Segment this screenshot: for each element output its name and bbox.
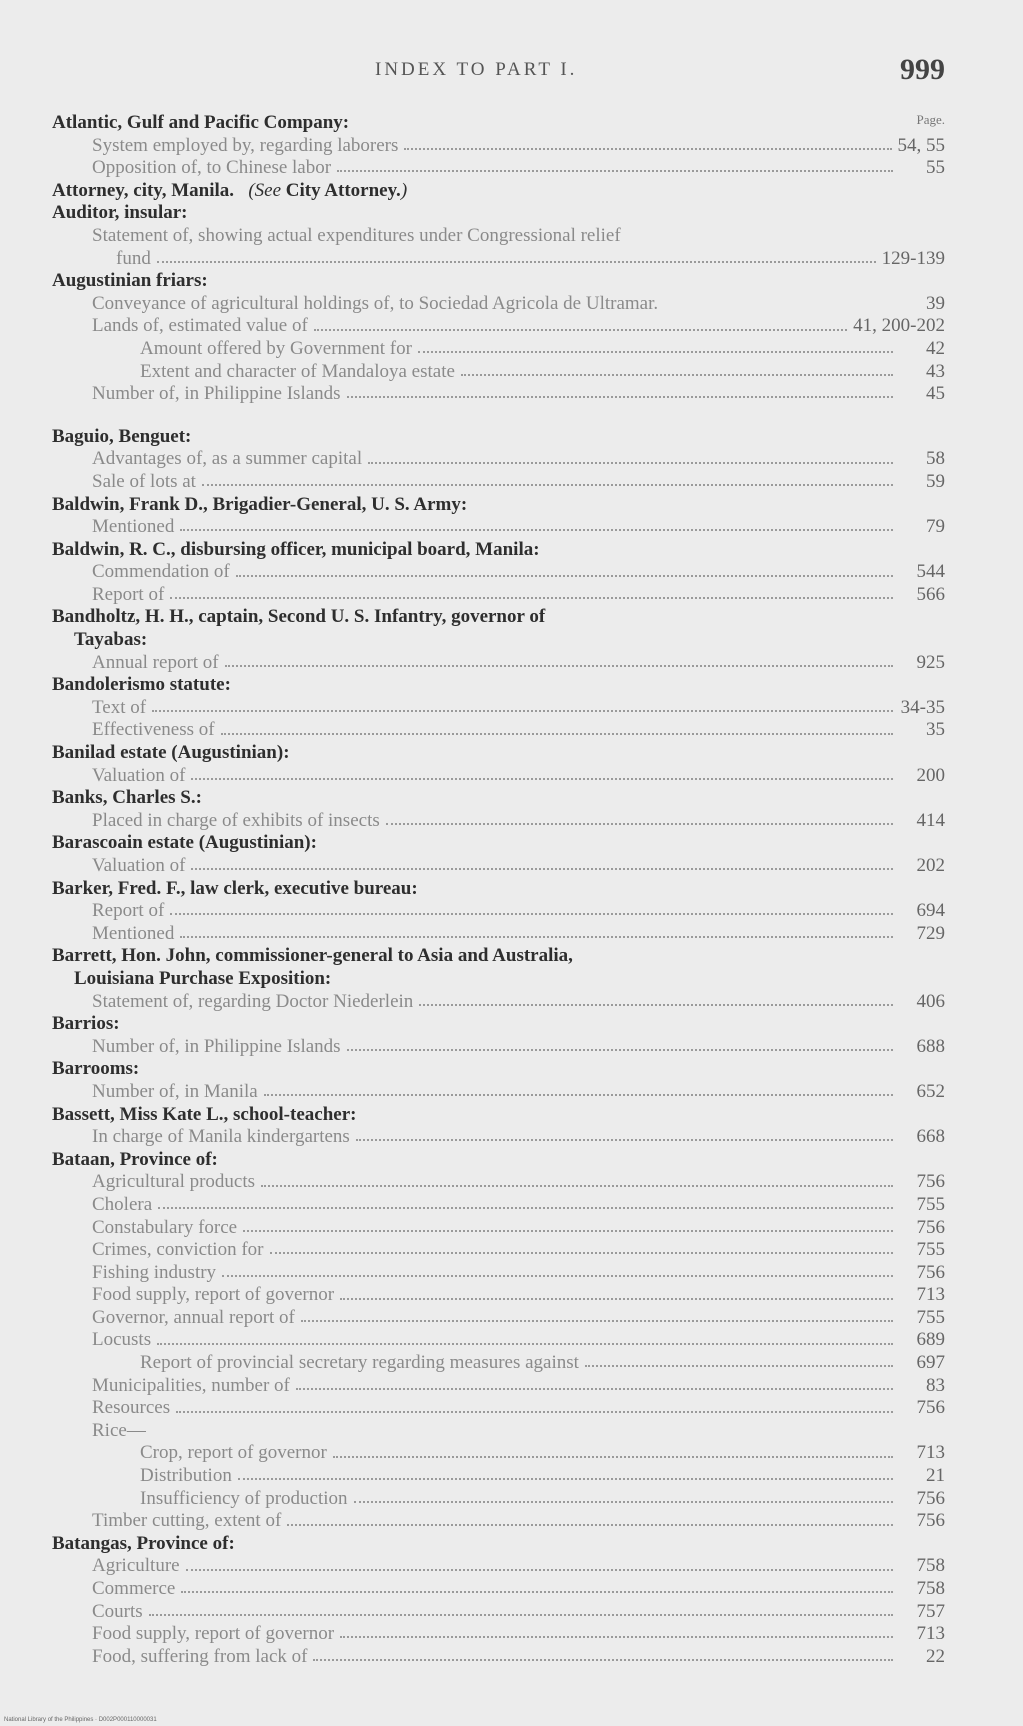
page-reference: 925 bbox=[916, 651, 945, 673]
entry-text: Commendation of bbox=[92, 561, 230, 583]
index-heading bbox=[52, 1149, 945, 1172]
dot-leader bbox=[356, 1139, 893, 1141]
page-reference: 54, 55 bbox=[897, 134, 945, 156]
page-reference: 688 bbox=[916, 1035, 945, 1057]
index-heading bbox=[52, 674, 945, 697]
page-reference: 22 bbox=[926, 1645, 945, 1667]
page-column-label: Page. bbox=[916, 112, 945, 127]
page-reference: 713 bbox=[916, 1623, 945, 1645]
entry-text: Augustinian friars: bbox=[52, 270, 208, 292]
dot-leader bbox=[225, 665, 893, 667]
index-heading bbox=[52, 202, 945, 225]
dot-leader bbox=[461, 374, 893, 376]
entry-text: Valuation of bbox=[92, 764, 186, 786]
entry-text: Barrooms: bbox=[52, 1058, 140, 1080]
index-subentry bbox=[52, 1646, 945, 1669]
index-subentry bbox=[52, 1510, 945, 1533]
page-reference: 35 bbox=[926, 719, 945, 741]
index-subentry bbox=[52, 225, 945, 248]
entry-text: Timber cutting, extent of bbox=[92, 1510, 282, 1532]
page-reference: 756 bbox=[916, 1171, 945, 1193]
index-subentry bbox=[52, 561, 945, 584]
dot-leader bbox=[287, 1524, 893, 1526]
dot-leader bbox=[157, 261, 876, 263]
index-subentry bbox=[52, 1329, 945, 1352]
dot-leader bbox=[404, 148, 891, 150]
dot-leader bbox=[386, 823, 893, 825]
entry-text: Batangas, Province of: bbox=[52, 1532, 235, 1554]
index-heading bbox=[52, 1104, 945, 1127]
index-subentry bbox=[52, 1601, 945, 1624]
entry-text: Resources bbox=[92, 1397, 171, 1419]
page-reference: 755 bbox=[916, 1193, 945, 1215]
page-reference: 756 bbox=[916, 1510, 945, 1532]
index-subentry bbox=[52, 361, 945, 384]
dot-leader bbox=[313, 1659, 893, 1661]
dot-leader bbox=[419, 1004, 893, 1006]
entry-text: Bassett, Miss Kate L., school-teacher: bbox=[52, 1103, 357, 1125]
page-reference: 756 bbox=[916, 1397, 945, 1419]
page-reference: 45 bbox=[926, 383, 945, 405]
index-heading bbox=[52, 742, 945, 765]
index-subentry bbox=[52, 1375, 945, 1398]
entry-text: Commerce bbox=[92, 1578, 176, 1599]
entry-text: Constabulary force bbox=[92, 1216, 238, 1238]
page-number: 999 bbox=[900, 53, 945, 86]
dot-leader bbox=[180, 529, 893, 531]
entry-text: Agriculture bbox=[92, 1555, 180, 1577]
entry-text: Rice— bbox=[92, 1419, 146, 1441]
entry-text: Bataan, Province of: bbox=[52, 1148, 218, 1170]
index-subentry bbox=[52, 383, 945, 406]
index-subentry bbox=[52, 315, 945, 338]
dot-leader bbox=[418, 351, 893, 353]
page-reference: 756 bbox=[916, 1487, 945, 1509]
entry-text: Municipalities, number of bbox=[92, 1374, 290, 1396]
page-reference: 34-35 bbox=[900, 696, 945, 718]
index-subentry bbox=[52, 248, 945, 271]
index-subentry bbox=[52, 1397, 945, 1420]
index-heading bbox=[52, 1013, 945, 1036]
page-reference: 755 bbox=[916, 1306, 945, 1328]
index-subentry bbox=[52, 1465, 945, 1488]
page-reference: 755 bbox=[916, 1239, 945, 1261]
index-subentry bbox=[52, 652, 945, 675]
page-reference: 694 bbox=[916, 900, 945, 922]
entry-text: Advantages of, as a summer capital bbox=[92, 448, 363, 470]
page-reference: 202 bbox=[916, 855, 945, 876]
index-subentry bbox=[52, 338, 945, 361]
dot-leader bbox=[152, 710, 893, 712]
entry-text: Insufficiency of production bbox=[140, 1487, 348, 1509]
dot-leader bbox=[264, 1094, 893, 1096]
see-close: ) bbox=[400, 179, 408, 201]
entry-text: Report of provincial secretary regarding measures against bbox=[140, 1352, 579, 1374]
entry-text: Sale of lots at bbox=[92, 470, 196, 492]
index-subentry bbox=[52, 157, 945, 180]
index-heading bbox=[52, 878, 945, 901]
dot-leader bbox=[333, 1456, 893, 1458]
dot-leader bbox=[191, 868, 893, 870]
index-heading bbox=[52, 787, 945, 810]
index-subentry bbox=[52, 765, 945, 788]
page-reference: 21 bbox=[926, 1465, 945, 1487]
entry-text: Tayabas: bbox=[74, 629, 148, 651]
entry-text: Food supply, report of governor bbox=[92, 1623, 335, 1645]
entry-text: Opposition of, to Chinese labor bbox=[92, 157, 332, 179]
page-reference: 129-139 bbox=[881, 247, 945, 269]
page-reference: 55 bbox=[926, 157, 945, 179]
index-subentry bbox=[52, 1217, 945, 1240]
entry-text: Bandholtz, H. H., captain, Second U. S. Infantry, governor of bbox=[52, 606, 546, 628]
index-heading bbox=[52, 968, 945, 991]
page-reference: 652 bbox=[916, 1080, 945, 1102]
entry-text: Number of, in Manila bbox=[92, 1080, 258, 1102]
dot-leader bbox=[314, 329, 847, 331]
dot-leader bbox=[236, 575, 893, 577]
dot-leader bbox=[296, 1388, 893, 1390]
entry-text: System employed by, regarding laborers bbox=[92, 134, 399, 156]
index-heading bbox=[52, 426, 945, 449]
index-subentry bbox=[52, 1171, 945, 1194]
dot-leader bbox=[170, 913, 893, 915]
page-reference: 756 bbox=[916, 1216, 945, 1238]
index-heading bbox=[52, 1533, 945, 1556]
dot-leader bbox=[170, 597, 893, 599]
dot-leader bbox=[176, 1411, 893, 1413]
entry-text: Baguio, Benguet: bbox=[52, 425, 192, 447]
index-subentry bbox=[52, 1194, 945, 1217]
entry-text: Louisiana Purchase Exposition: bbox=[74, 967, 332, 989]
index-subentry bbox=[52, 135, 945, 158]
index-heading bbox=[52, 629, 945, 652]
dot-leader bbox=[158, 1207, 893, 1209]
dot-leader bbox=[180, 936, 893, 938]
dot-leader bbox=[186, 1569, 893, 1571]
page-reference: 668 bbox=[916, 1126, 945, 1148]
page-reference: 758 bbox=[916, 1578, 945, 1599]
entry-text: Text of bbox=[92, 696, 147, 718]
index-subentry bbox=[52, 1488, 945, 1511]
page-reference: 79 bbox=[926, 516, 945, 538]
dot-leader bbox=[301, 1320, 893, 1322]
entry-text: Courts bbox=[92, 1600, 143, 1622]
index-subentry bbox=[52, 1442, 945, 1465]
dot-leader bbox=[222, 1275, 893, 1277]
entry-text: Valuation of bbox=[92, 855, 186, 876]
dot-leader bbox=[191, 778, 893, 780]
entry-text: Annual report of bbox=[92, 651, 219, 673]
see-reference: City Attorney. bbox=[285, 179, 401, 201]
entry-text: Statement of, regarding Doctor Niederlein bbox=[92, 990, 414, 1012]
index-subentry bbox=[52, 584, 945, 607]
entry-text: fund bbox=[116, 247, 151, 269]
index-subentry bbox=[52, 1555, 945, 1578]
dot-leader bbox=[221, 733, 893, 735]
entry-text: Report of bbox=[92, 583, 165, 605]
entry-text: Extent and character of Mandaloya estate bbox=[140, 360, 455, 382]
entry-text: Number of, in Philippine Islands bbox=[92, 383, 341, 405]
entry-text: Banilad estate (Augustinian): bbox=[52, 742, 290, 764]
entry-text: Mentioned bbox=[92, 922, 175, 944]
dot-leader bbox=[340, 1636, 893, 1638]
entry-text: Baldwin, R. C., disbursing officer, municipal board, Manila: bbox=[52, 538, 540, 560]
dot-leader bbox=[157, 1343, 893, 1345]
index-heading bbox=[52, 606, 945, 629]
index-subentry bbox=[52, 1284, 945, 1307]
entry-text: Barrios: bbox=[52, 1013, 120, 1035]
page-reference: 713 bbox=[916, 1442, 945, 1464]
index-spacer bbox=[52, 406, 945, 426]
page-reference: 83 bbox=[926, 1374, 945, 1396]
index-heading bbox=[52, 112, 945, 135]
page-reference: 756 bbox=[916, 1261, 945, 1283]
page-reference: 713 bbox=[916, 1284, 945, 1306]
entry-text: Amount offered by Government for bbox=[140, 337, 412, 359]
dot-leader bbox=[368, 462, 893, 464]
see-note: (See bbox=[248, 179, 282, 201]
index-subentry bbox=[52, 1352, 945, 1375]
page-reference: 566 bbox=[916, 583, 945, 605]
entry-text: Food supply, report of governor bbox=[92, 1284, 335, 1306]
page-reference: 200 bbox=[916, 764, 945, 786]
index-subentry bbox=[52, 1623, 945, 1646]
entry-text: Barrett, Hon. John, commissioner-general to Asia and Australia, bbox=[52, 945, 573, 967]
dot-leader bbox=[270, 1252, 894, 1254]
index-subentry bbox=[52, 1036, 945, 1059]
page-reference: 59 bbox=[926, 470, 945, 492]
index-heading bbox=[52, 945, 945, 968]
dot-leader bbox=[243, 1230, 893, 1232]
entry-text: Bandolerismo statute: bbox=[52, 674, 231, 696]
entry-text: In charge of Manila kindergartens bbox=[92, 1126, 350, 1148]
entry-text: Attorney, city, Manila. bbox=[52, 179, 235, 201]
index-subentry bbox=[52, 900, 945, 923]
footer-credit: National Library of the Philippines · D002P000110000031 bbox=[4, 1717, 157, 1723]
index-subentry bbox=[52, 923, 945, 946]
dot-leader bbox=[340, 1298, 893, 1300]
entry-text: Cholera bbox=[92, 1193, 153, 1215]
entry-text: Barascoain estate (Augustinian): bbox=[52, 832, 317, 854]
index-subentry bbox=[52, 1307, 945, 1330]
entry-text: Atlantic, Gulf and Pacific Company: bbox=[52, 112, 350, 133]
page-reference: 729 bbox=[916, 922, 945, 944]
page-reference: 58 bbox=[926, 448, 945, 470]
entry-text: Conveyance of agricultural holdings of, to Sociedad Agricola de Ultramar. bbox=[92, 292, 659, 314]
entry-text: Auditor, insular: bbox=[52, 202, 188, 224]
index-subentry bbox=[52, 719, 945, 742]
index-subentry bbox=[52, 471, 945, 494]
page-reference: 414 bbox=[916, 809, 945, 831]
entry-text: Banks, Charles S.: bbox=[52, 787, 202, 809]
dot-leader bbox=[337, 170, 893, 172]
entry-text: Mentioned bbox=[92, 516, 175, 538]
entry-text: Baldwin, Frank D., Brigadier-General, U. S. Army: bbox=[52, 493, 468, 515]
page-reference: 41, 200-202 bbox=[853, 315, 945, 337]
index-subentry bbox=[52, 991, 945, 1014]
page-reference: 43 bbox=[926, 360, 945, 382]
dot-leader bbox=[585, 1365, 893, 1367]
dot-leader bbox=[149, 1614, 893, 1616]
index-subentry bbox=[52, 293, 945, 316]
index-subentry bbox=[52, 1239, 945, 1262]
dot-leader bbox=[347, 1049, 893, 1051]
index-heading bbox=[52, 494, 945, 517]
index-heading bbox=[52, 832, 945, 855]
index-subentry bbox=[52, 697, 945, 720]
page-reference: 758 bbox=[916, 1555, 945, 1577]
entry-text: Crimes, conviction for bbox=[92, 1239, 264, 1261]
index-subentry bbox=[52, 1081, 945, 1104]
index-heading bbox=[52, 1058, 945, 1081]
entry-text: Food, suffering from lack of bbox=[92, 1645, 308, 1667]
index-subentry bbox=[52, 1420, 945, 1443]
index-subentry bbox=[52, 1578, 945, 1601]
dot-leader bbox=[238, 1478, 893, 1480]
index-heading bbox=[52, 270, 945, 293]
dot-leader bbox=[347, 396, 893, 398]
entry-text: Effectiveness of bbox=[92, 719, 215, 741]
entry-text: Locusts bbox=[92, 1329, 152, 1351]
entry-text: Fishing industry bbox=[92, 1261, 217, 1283]
entry-text: Statement of, showing actual expenditures under Congressional relief bbox=[92, 224, 621, 246]
entry-text: Crop, report of governor bbox=[140, 1442, 327, 1464]
entry-text: Number of, in Philippine Islands bbox=[92, 1035, 341, 1057]
page-reference: 544 bbox=[916, 561, 945, 583]
entry-text: Report of bbox=[92, 900, 165, 922]
index-body bbox=[52, 112, 945, 1668]
index-subentry bbox=[52, 516, 945, 539]
entry-text: Lands of, estimated value of bbox=[92, 315, 308, 337]
index-subentry bbox=[52, 1126, 945, 1149]
page-reference: 757 bbox=[916, 1600, 945, 1622]
running-head bbox=[0, 55, 1023, 95]
page-reference: 689 bbox=[916, 1329, 945, 1351]
entry-text: Placed in charge of exhibits of insects bbox=[92, 809, 380, 831]
entry-text: Agricultural products bbox=[92, 1171, 256, 1193]
entry-text: Governor, annual report of bbox=[92, 1306, 295, 1328]
dot-leader bbox=[261, 1185, 893, 1187]
index-heading bbox=[52, 539, 945, 562]
dot-leader bbox=[354, 1501, 893, 1503]
page-reference: 697 bbox=[916, 1352, 945, 1374]
entry-text: Distribution bbox=[140, 1465, 232, 1487]
page-reference: 406 bbox=[916, 990, 945, 1012]
entry-text: Barker, Fred. F., law clerk, executive bureau: bbox=[52, 877, 418, 899]
index-subentry bbox=[52, 855, 945, 878]
index-subentry bbox=[52, 810, 945, 833]
dot-leader bbox=[202, 484, 893, 486]
running-title: INDEX TO PART I. bbox=[375, 59, 578, 80]
index-heading bbox=[52, 180, 945, 203]
dot-leader bbox=[181, 1591, 893, 1593]
page-reference: 39 bbox=[926, 292, 945, 314]
index-subentry bbox=[52, 448, 945, 471]
index-subentry bbox=[52, 1262, 945, 1285]
page-reference: 42 bbox=[926, 337, 945, 359]
